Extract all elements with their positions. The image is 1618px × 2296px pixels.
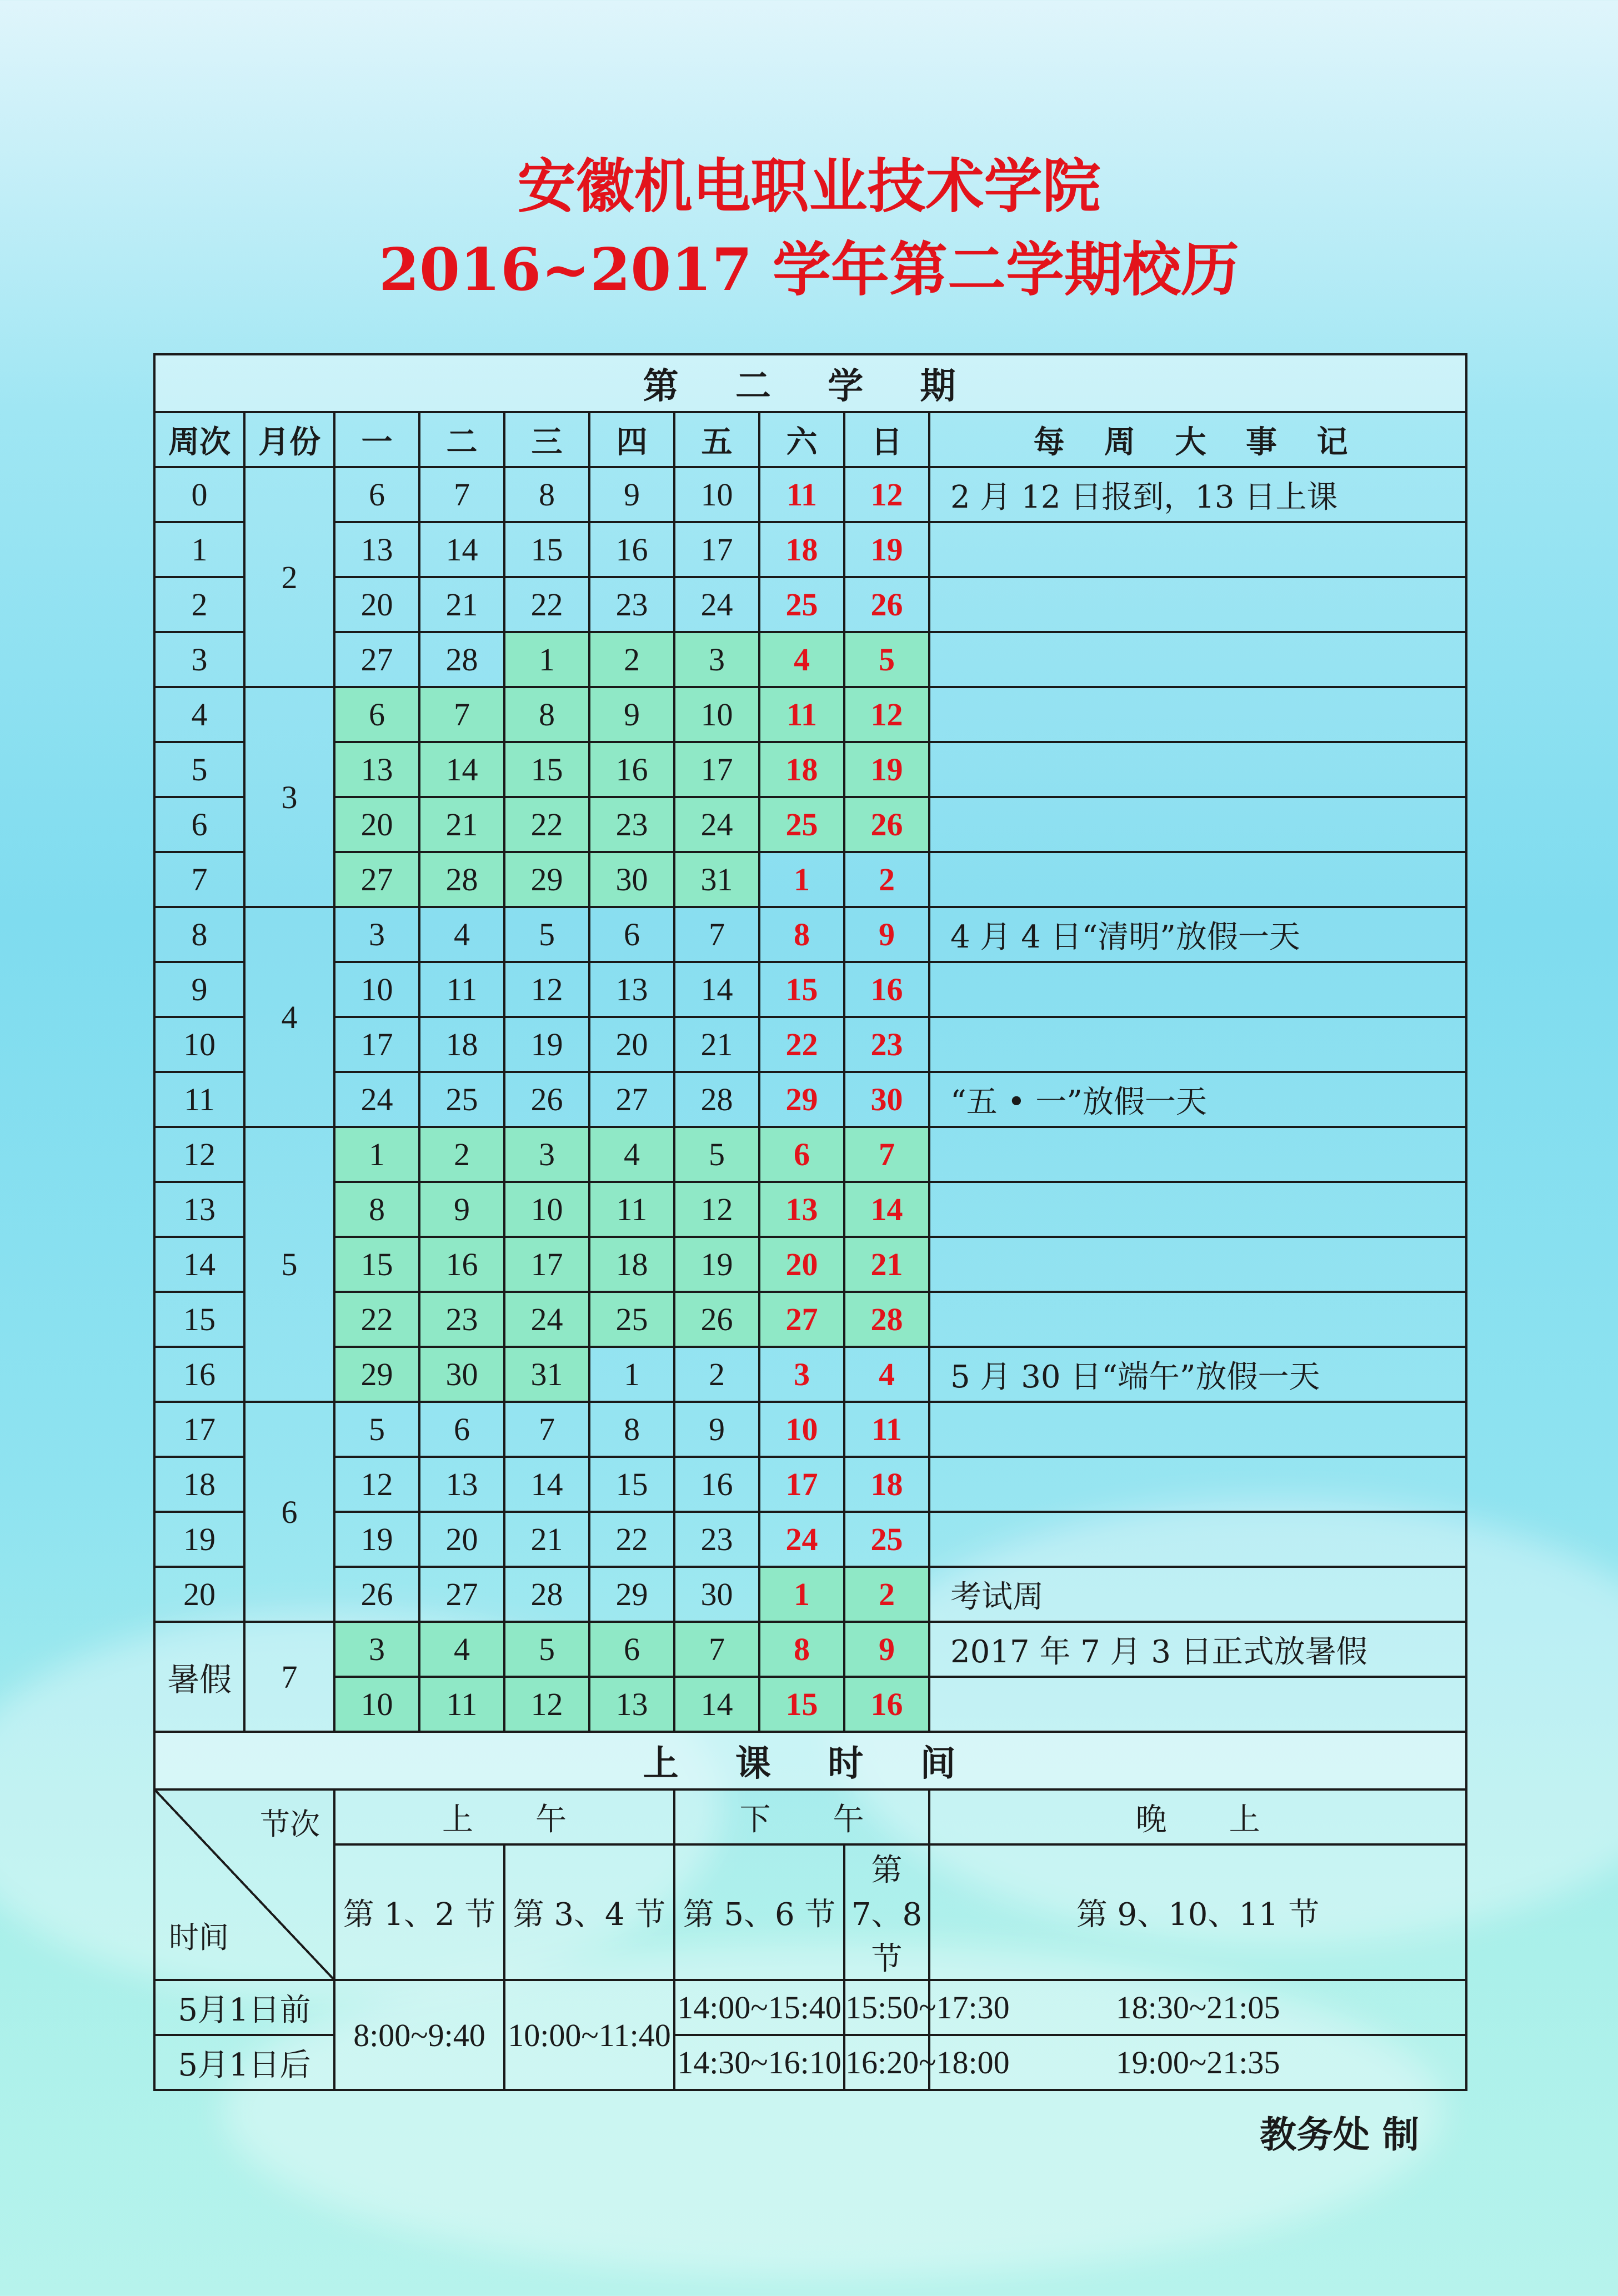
week-event (929, 1017, 1466, 1072)
day-cell: 2 (674, 1347, 759, 1402)
day-cell: 30 (419, 1347, 504, 1402)
day-cell: 21 (674, 1017, 759, 1072)
day-cell: 8 (334, 1182, 419, 1237)
weekend-day-cell: 1 (759, 1567, 844, 1622)
weekend-day-cell: 5 (844, 632, 929, 687)
schedule-period-label: 5月1日后 (154, 2035, 334, 2090)
day-cell: 2 (419, 1127, 504, 1182)
issuer-signature: 教务处 制 (1260, 2113, 1419, 2156)
week-event: 考试周 (929, 1567, 1466, 1622)
day-cell: 1 (504, 632, 589, 687)
week-row (154, 1457, 1466, 1512)
day-cell: 17 (674, 742, 759, 797)
week-row (154, 1677, 1466, 1732)
calendar-title: 2016~2017 学年第二学期校历 (378, 235, 1239, 304)
weekend-day-cell: 24 (759, 1512, 844, 1567)
week-number: 12 (154, 1127, 244, 1182)
summer-vacation-label: 暑假 (154, 1622, 244, 1732)
day-cell: 14 (674, 1677, 759, 1732)
week-row (154, 1237, 1466, 1292)
day-cell: 16 (589, 742, 674, 797)
day-cell: 4 (419, 907, 504, 962)
month-label: 5 (244, 1127, 334, 1402)
weekend-day-cell: 20 (759, 1237, 844, 1292)
day-cell: 9 (419, 1182, 504, 1237)
weekend-day-cell: 4 (759, 632, 844, 687)
day-cell: 13 (334, 522, 419, 577)
day-cell: 16 (589, 522, 674, 577)
weekend-day-cell: 16 (844, 962, 929, 1017)
corner-time-label: 时间 (169, 1920, 229, 1955)
period-1-2: 第 1、2 节 (334, 1844, 504, 1980)
day-cell: 10 (334, 962, 419, 1017)
day-cell: 26 (504, 1072, 589, 1127)
corner-period-label: 节次 (260, 1807, 320, 1842)
weekend-day-cell: 22 (759, 1017, 844, 1072)
day-cell: 25 (589, 1292, 674, 1347)
day-cell: 3 (674, 632, 759, 687)
month-label: 4 (244, 907, 334, 1127)
weekend-day-cell: 7 (844, 1127, 929, 1182)
week-event: 4 月 4 日“清明”放假一天 (929, 907, 1466, 962)
week-event (929, 1182, 1466, 1237)
class-time-heading-row (154, 1732, 1466, 1789)
day-cell: 23 (589, 797, 674, 852)
month-label: 7 (244, 1622, 334, 1732)
week-event (929, 687, 1466, 742)
evening-group: 晚 上 (929, 1789, 1466, 1844)
day-cell: 16 (674, 1457, 759, 1512)
day-cell: 21 (419, 797, 504, 852)
day-cell: 14 (419, 522, 504, 577)
day-cell: 24 (504, 1292, 589, 1347)
day-cell: 28 (504, 1567, 589, 1622)
week-number: 17 (154, 1402, 244, 1457)
week-event (929, 632, 1466, 687)
week-row (154, 577, 1466, 632)
day-cell: 17 (504, 1237, 589, 1292)
day-cell: 22 (334, 1292, 419, 1347)
school-calendar-table (153, 353, 1467, 2091)
day-cell: 4 (589, 1127, 674, 1182)
week-number: 19 (154, 1512, 244, 1567)
week-event (929, 1677, 1466, 1732)
week-number: 8 (154, 907, 244, 962)
day-cell: 23 (419, 1292, 504, 1347)
weekend-day-cell: 26 (844, 577, 929, 632)
weekend-day-cell: 29 (759, 1072, 844, 1127)
day-cell: 14 (419, 742, 504, 797)
week-number: 14 (154, 1237, 244, 1292)
day-cell: 5 (334, 1402, 419, 1457)
weekend-day-cell: 12 (844, 687, 929, 742)
weekend-day-cell: 1 (759, 852, 844, 907)
day-cell: 22 (504, 577, 589, 632)
week-event: 2017 年 7 月 3 日正式放暑假 (929, 1622, 1466, 1677)
time-p34: 10:00~11:40 (504, 1980, 674, 2090)
day-cell: 17 (334, 1017, 419, 1072)
day-cell: 24 (674, 797, 759, 852)
day-cell: 8 (504, 687, 589, 742)
week-column-header: 周次 (154, 412, 244, 467)
day-cell: 17 (674, 522, 759, 577)
day-cell: 27 (334, 852, 419, 907)
week-number: 18 (154, 1457, 244, 1512)
week-row (154, 1347, 1466, 1402)
weekend-day-cell: 9 (844, 1622, 929, 1677)
week-row (154, 1622, 1466, 1677)
day-cell: 11 (419, 1677, 504, 1732)
week-event (929, 852, 1466, 907)
weekend-day-cell: 14 (844, 1182, 929, 1237)
month-column-header: 月份 (244, 412, 334, 467)
week-event: “五 • 一”放假一天 (929, 1072, 1466, 1127)
week-row (154, 632, 1466, 687)
week-row (154, 797, 1466, 852)
day-cell: 12 (504, 1677, 589, 1732)
day-cell: 13 (589, 1677, 674, 1732)
day-cell: 15 (589, 1457, 674, 1512)
day-cell: 28 (419, 632, 504, 687)
time-row (154, 1980, 1466, 2035)
period-row (154, 1844, 1466, 1980)
weekend-day-cell: 15 (759, 962, 844, 1017)
weekend-day-cell: 10 (759, 1402, 844, 1457)
time-p911: 18:30~21:05 (929, 1980, 1466, 2035)
day-cell: 5 (504, 907, 589, 962)
weekend-day-cell: 25 (759, 797, 844, 852)
school-title: 安徽机电职业技术学院 (517, 152, 1101, 220)
day-cell: 29 (589, 1567, 674, 1622)
day-cell: 20 (419, 1512, 504, 1567)
day-cell: 12 (334, 1457, 419, 1512)
month-label: 6 (244, 1402, 334, 1622)
week-event (929, 577, 1466, 632)
weekend-day-cell: 8 (759, 1622, 844, 1677)
weekend-day-cell: 6 (759, 1127, 844, 1182)
day-cell: 24 (334, 1072, 419, 1127)
day-cell: 7 (419, 687, 504, 742)
day-cell: 28 (674, 1072, 759, 1127)
day-cell: 27 (419, 1567, 504, 1622)
week-row (154, 687, 1466, 742)
day-cell: 15 (504, 742, 589, 797)
column-header-row (154, 412, 1466, 467)
week-number: 3 (154, 632, 244, 687)
week-row (154, 1292, 1466, 1347)
day-cell: 19 (674, 1237, 759, 1292)
weekend-day-cell: 18 (844, 1457, 929, 1512)
period-5-6: 第 5、6 节 (674, 1844, 844, 1980)
day-cell: 6 (419, 1402, 504, 1457)
week-number: 11 (154, 1072, 244, 1127)
weekday-header: 二 (419, 412, 504, 467)
day-cell: 6 (589, 1622, 674, 1677)
week-number: 1 (154, 522, 244, 577)
week-number: 9 (154, 962, 244, 1017)
weekend-day-cell: 18 (759, 742, 844, 797)
time-p56: 14:30~16:10 (674, 2035, 844, 2090)
week-event (929, 1292, 1466, 1347)
day-cell: 30 (674, 1567, 759, 1622)
day-cell: 13 (419, 1457, 504, 1512)
time-p12: 8:00~9:40 (334, 1980, 504, 2090)
week-number: 10 (154, 1017, 244, 1072)
weekend-day-cell: 28 (844, 1292, 929, 1347)
day-cell: 3 (334, 1622, 419, 1677)
week-event: 2 月 12 日报到，13 日上课 (929, 467, 1466, 522)
semester-heading: 第 二 学 期 (154, 354, 1466, 412)
day-cell: 3 (334, 907, 419, 962)
day-cell: 14 (674, 962, 759, 1017)
day-cell: 31 (504, 1347, 589, 1402)
day-cell: 9 (674, 1402, 759, 1457)
day-cell: 19 (334, 1512, 419, 1567)
weekend-day-cell: 15 (759, 1677, 844, 1732)
day-cell: 29 (334, 1347, 419, 1402)
weekday-header: 三 (504, 412, 589, 467)
weekend-day-cell: 18 (759, 522, 844, 577)
day-cell: 7 (504, 1402, 589, 1457)
weekend-day-cell: 13 (759, 1182, 844, 1237)
day-cell: 21 (504, 1512, 589, 1567)
day-cell: 11 (419, 962, 504, 1017)
day-cell: 27 (589, 1072, 674, 1127)
calendar-body (154, 354, 1466, 2090)
day-cell: 25 (419, 1072, 504, 1127)
day-cell: 18 (589, 1237, 674, 1292)
weekend-day-cell: 19 (844, 742, 929, 797)
month-label: 2 (244, 467, 334, 687)
week-event: 5 月 30 日“端午”放假一天 (929, 1347, 1466, 1402)
period-9-11: 第 9、10、11 节 (929, 1844, 1466, 1980)
day-cell: 15 (504, 522, 589, 577)
semester-heading-row (154, 354, 1466, 412)
month-label: 3 (244, 687, 334, 907)
weekend-day-cell: 12 (844, 467, 929, 522)
day-cell: 19 (504, 1017, 589, 1072)
week-row (154, 1127, 1466, 1182)
day-cell: 10 (504, 1182, 589, 1237)
weekend-day-cell: 2 (844, 852, 929, 907)
week-event (929, 1127, 1466, 1182)
day-cell: 22 (504, 797, 589, 852)
day-cell: 1 (334, 1127, 419, 1182)
day-cell: 31 (674, 852, 759, 907)
day-cell: 21 (419, 577, 504, 632)
day-cell: 30 (589, 852, 674, 907)
day-cell: 7 (419, 467, 504, 522)
day-cell: 7 (674, 1622, 759, 1677)
week-event (929, 1457, 1466, 1512)
week-row (154, 907, 1466, 962)
weekend-day-cell: 9 (844, 907, 929, 962)
week-event (929, 522, 1466, 577)
day-cell: 20 (334, 797, 419, 852)
day-cell: 14 (504, 1457, 589, 1512)
weekend-day-cell: 30 (844, 1072, 929, 1127)
day-cell: 28 (419, 852, 504, 907)
week-number: 13 (154, 1182, 244, 1237)
day-cell: 18 (419, 1017, 504, 1072)
day-cell: 6 (334, 687, 419, 742)
week-number: 2 (154, 577, 244, 632)
events-column-header: 每 周 大 事 记 (929, 412, 1466, 467)
class-time-heading: 上 课 时 间 (154, 1732, 1466, 1789)
week-event (929, 962, 1466, 1017)
day-cell: 13 (589, 962, 674, 1017)
weekend-day-cell: 8 (759, 907, 844, 962)
day-cell: 24 (674, 577, 759, 632)
day-cell: 23 (589, 577, 674, 632)
day-cell: 10 (674, 467, 759, 522)
day-cell: 5 (504, 1622, 589, 1677)
week-row (154, 852, 1466, 907)
weekend-day-cell: 11 (844, 1402, 929, 1457)
week-number: 4 (154, 687, 244, 742)
weekend-day-cell: 19 (844, 522, 929, 577)
day-cell: 11 (589, 1182, 674, 1237)
day-cell: 12 (504, 962, 589, 1017)
day-cell: 3 (504, 1127, 589, 1182)
day-cell: 6 (589, 907, 674, 962)
day-cell: 5 (674, 1127, 759, 1182)
week-number: 7 (154, 852, 244, 907)
weekend-day-cell: 16 (844, 1677, 929, 1732)
day-cell: 9 (589, 467, 674, 522)
week-row (154, 1072, 1466, 1127)
week-row (154, 742, 1466, 797)
day-cell: 7 (674, 907, 759, 962)
week-number: 6 (154, 797, 244, 852)
day-cell: 2 (589, 632, 674, 687)
day-cell: 23 (674, 1512, 759, 1567)
week-event (929, 1402, 1466, 1457)
weekend-day-cell: 3 (759, 1347, 844, 1402)
week-number: 20 (154, 1567, 244, 1622)
period-3-4: 第 3、4 节 (504, 1844, 674, 1980)
week-row (154, 1402, 1466, 1457)
day-cell: 20 (589, 1017, 674, 1072)
period-7-8: 第 7、8 节 (844, 1844, 929, 1980)
weekend-day-cell: 4 (844, 1347, 929, 1402)
day-cell: 13 (334, 742, 419, 797)
week-row (154, 467, 1466, 522)
day-cell: 26 (334, 1567, 419, 1622)
day-cell: 12 (674, 1182, 759, 1237)
weekend-day-cell: 23 (844, 1017, 929, 1072)
week-row (154, 962, 1466, 1017)
weekend-day-cell: 2 (844, 1567, 929, 1622)
weekday-header: 四 (589, 412, 674, 467)
day-cell: 1 (589, 1347, 674, 1402)
week-number: 15 (154, 1292, 244, 1347)
weekend-day-cell: 25 (844, 1512, 929, 1567)
weekday-header: 五 (674, 412, 759, 467)
week-number: 5 (154, 742, 244, 797)
week-row (154, 1182, 1466, 1237)
time-p56: 14:00~15:40 (674, 1980, 844, 2035)
day-cell: 8 (504, 467, 589, 522)
weekend-day-cell: 27 (759, 1292, 844, 1347)
week-row (154, 1512, 1466, 1567)
weekend-day-cell: 11 (759, 467, 844, 522)
weekend-day-cell: 25 (759, 577, 844, 632)
week-event (929, 797, 1466, 852)
week-row (154, 1017, 1466, 1072)
time-period-corner (154, 1789, 334, 1980)
day-cell: 8 (589, 1402, 674, 1457)
day-cell: 10 (334, 1677, 419, 1732)
week-row (154, 1567, 1466, 1622)
day-cell: 6 (334, 467, 419, 522)
afternoon-group: 下 午 (674, 1789, 929, 1844)
day-cell: 15 (334, 1237, 419, 1292)
week-event (929, 742, 1466, 797)
session-group-row (154, 1789, 1466, 1844)
week-row (154, 522, 1466, 577)
weekend-day-cell: 21 (844, 1237, 929, 1292)
day-cell: 4 (419, 1622, 504, 1677)
time-p78: 16:20~18:00 (844, 2035, 929, 2090)
day-cell: 10 (674, 687, 759, 742)
weekend-day-cell: 17 (759, 1457, 844, 1512)
week-event (929, 1237, 1466, 1292)
morning-group: 上 午 (334, 1789, 674, 1844)
weekday-header: 日 (844, 412, 929, 467)
time-p911: 19:00~21:35 (929, 2035, 1466, 2090)
time-p78: 15:50~17:30 (844, 1980, 929, 2035)
day-cell: 27 (334, 632, 419, 687)
schedule-period-label: 5月1日前 (154, 1980, 334, 2035)
day-cell: 29 (504, 852, 589, 907)
weekend-day-cell: 26 (844, 797, 929, 852)
week-number: 16 (154, 1347, 244, 1402)
day-cell: 16 (419, 1237, 504, 1292)
weekday-header: 一 (334, 412, 419, 467)
day-cell: 26 (674, 1292, 759, 1347)
day-cell: 9 (589, 687, 674, 742)
week-event (929, 1512, 1466, 1567)
day-cell: 22 (589, 1512, 674, 1567)
weekday-header: 六 (759, 412, 844, 467)
weekend-day-cell: 11 (759, 687, 844, 742)
day-cell: 20 (334, 577, 419, 632)
week-number: 0 (154, 467, 244, 522)
